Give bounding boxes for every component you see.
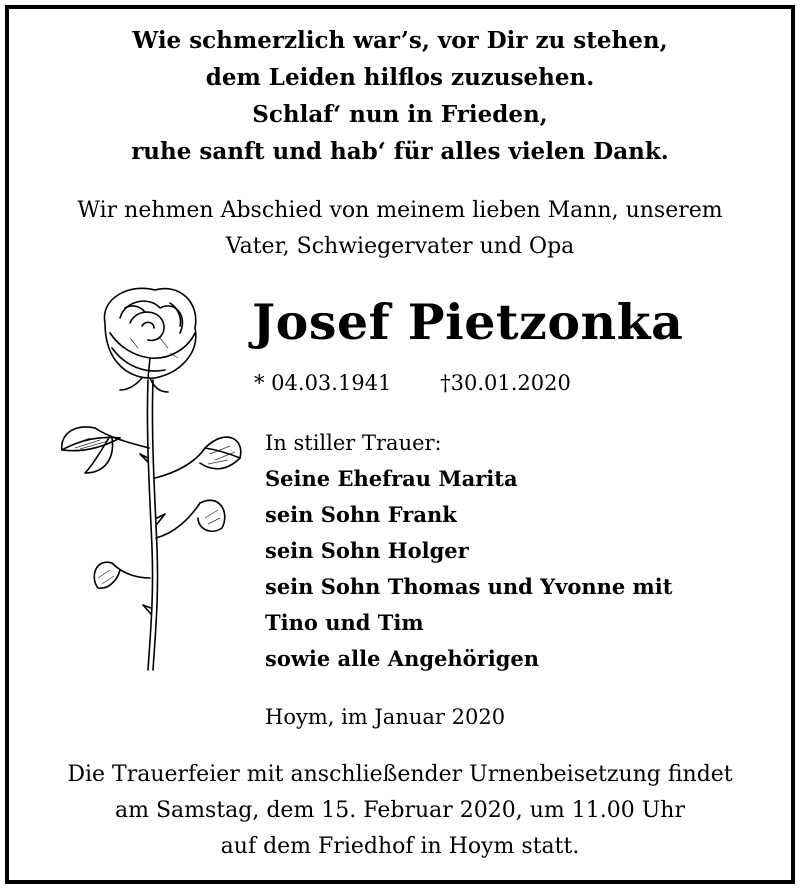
mourners-list [265,425,672,677]
service-line: am Samstag, dem 15. Februar 2020, um 11.00 Uhr [115,798,685,823]
service-line: Die Trauerfeier mit anschließender Urnenbeisetzung findet [67,762,733,787]
farewell-intro [0,193,800,265]
mourner: sein Sohn Frank [265,502,457,527]
intro-line: Wir nehmen Abschied von meinem lieben Mann, unserem [77,198,723,223]
service-line: auf dem Friedhof in Hoym statt. [220,834,580,859]
mourner: Tino und Tim [265,610,424,635]
intro-line: Vater, Schwiegervater und Opa [225,234,575,259]
birth-date: * 04.03.1941 [254,371,392,395]
mourner: Seine Ehefrau Marita [265,466,518,491]
deceased-name: Josef Pietzonka [252,293,684,351]
funeral-service-info [0,757,800,865]
poem-line: Schlaf‘ nun in Frieden, [252,101,548,128]
place-and-date: Hoym, im Januar 2020 [265,705,506,729]
poem-line: Wie schmerzlich war’s, vor Dir zu stehen, [132,27,668,54]
poem [0,22,800,170]
poem-line: ruhe sanft und hab‘ für alles vielen Dank. [131,138,669,165]
mourning-label: In stiller Trauer: [265,431,442,455]
poem-line: dem Leiden hilflos zuzusehen. [205,64,595,91]
mourner: sowie alle Angehörigen [265,646,540,671]
death-date: †30.01.2020 [440,371,571,395]
mourner: sein Sohn Holger [265,538,469,563]
rose-illustration-icon [50,278,250,688]
mourner: sein Sohn Thomas und Yvonne mit [265,574,673,599]
life-dates [254,368,571,398]
